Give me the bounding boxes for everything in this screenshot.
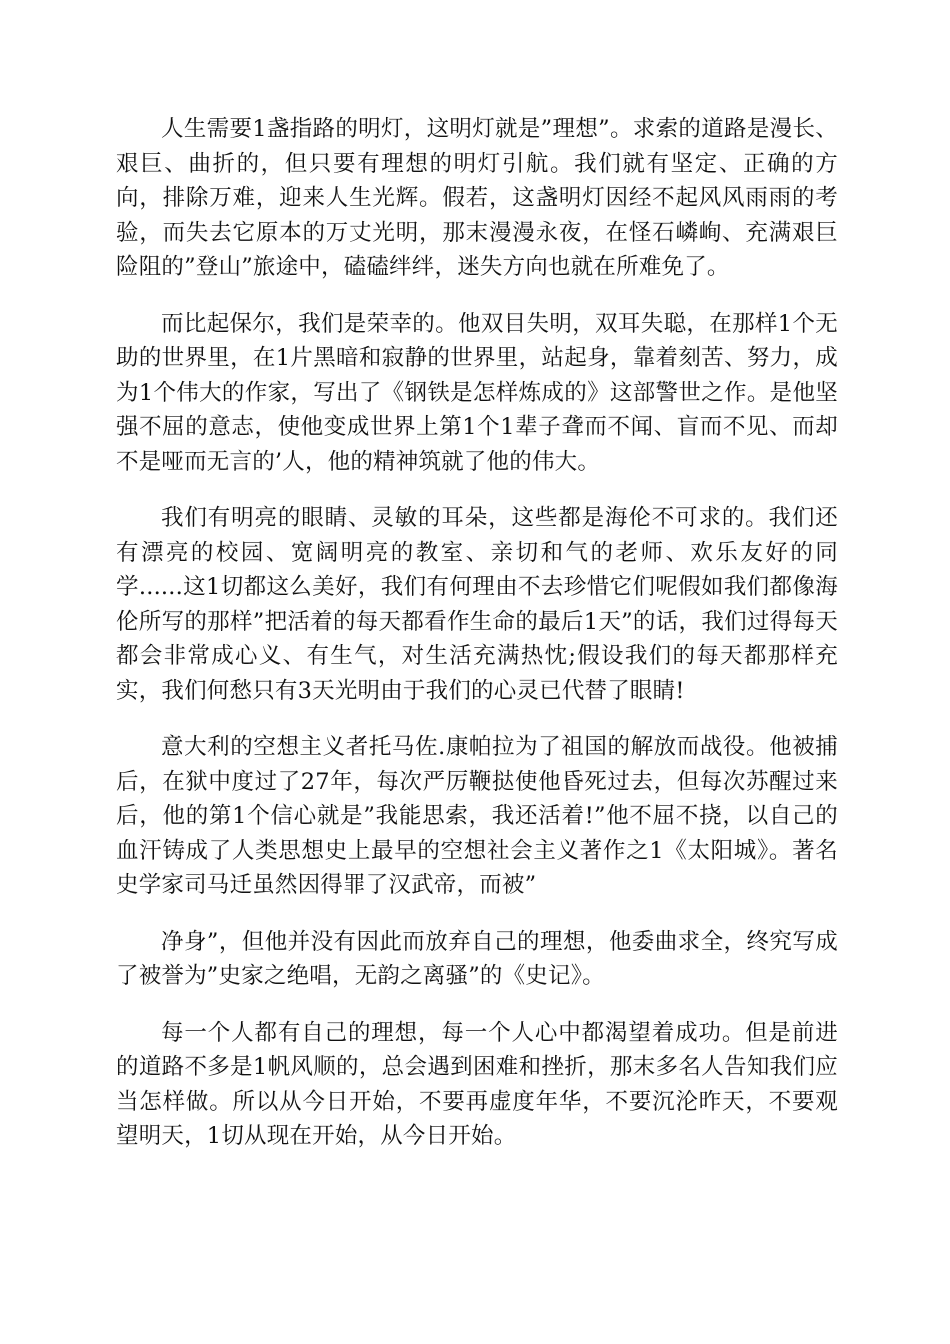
paragraph-ideal-lamp: 人生需要1盏指路的明灯，这明灯就是”理想”。求索的道路是漫长、艰巨、曲折的，但只要有理想的明灯引航。我们就有坚定、正确的方向，排除万难，迎来人生光辉。假若，这盏明灯因经不起风风雨雨的考验，而失去它原本的万丈光明，那末漫漫永夜，在怪石嶙峋、充满艰巨险阻的”登山”旅途中，磕磕绊绊，迷失方向也就在所难免了。 [116,116,838,280]
paragraph-conclusion: 每一个人都有自己的理想，每一个人心中都渴望着成功。但是前进的道路不多是1帆风顺的，总会遇到困难和挫折，那末多名人告知我们应当怎样做。所以从今日开始，不要再虚度年华，不要沉沦昨天，不要观望明天，1切从现在开始，从今日开始。 [116,1019,838,1149]
paragraph-paul: 而比起保尔，我们是荣幸的。他双目失明，双耳失聪，在那样1个无助的世界里，在1片黑暗和寂静的世界里，站起身，靠着刻苦、努力，成为1个伟大的作家，写出了《钢铁是怎样炼成的》这部警世之作。是他坚强不屈的意志，使他变成世界上第1个1辈子聋而不闻、盲而不见、而却不是哑而无言的’人，他的精神筑就了他的伟大。 [116,310,838,475]
paragraph-helen: 我们有明亮的眼睛、灵敏的耳朵，这些都是海伦不可求的。我们还有漂亮的校园、宽阔明亮的教室、亲切和气的老师、欢乐友好的同学......这1切都这么美好，我们有何理由不去珍惜它们呢假如我们都像海伦所写的那样”把活着的每天都看作生命的最后1天”的话，我们过得每天都会非常成心义、有生气，对生活充满热忱;假设我们的每天都那样充实，我们何愁只有3天光明由于我们的心灵已代替了眼睛! [116,505,838,704]
paragraph-campanella: 意大利的空想主义者托马佐.康帕拉为了祖国的解放而战役。他被捕后，在狱中度过了27年，每次严厉鞭挞使他昏死过去，但每次苏醒过来后，他的第1个信心就是”我能思索，我还活着!”他不屈不挠，以自己的血汗铸成了人类思想史上最早的空想社会主义著作之1《太阳城》。著名史学家司马迁虽然因得罪了汉武帝，而被” [116,734,838,898]
paragraph-sima-qian: 净身”，但他并没有因此而放弃自己的理想，他委曲求全，终究写成了被誉为”史家之绝唱，无韵之离骚”的《史记》。 [116,928,838,989]
